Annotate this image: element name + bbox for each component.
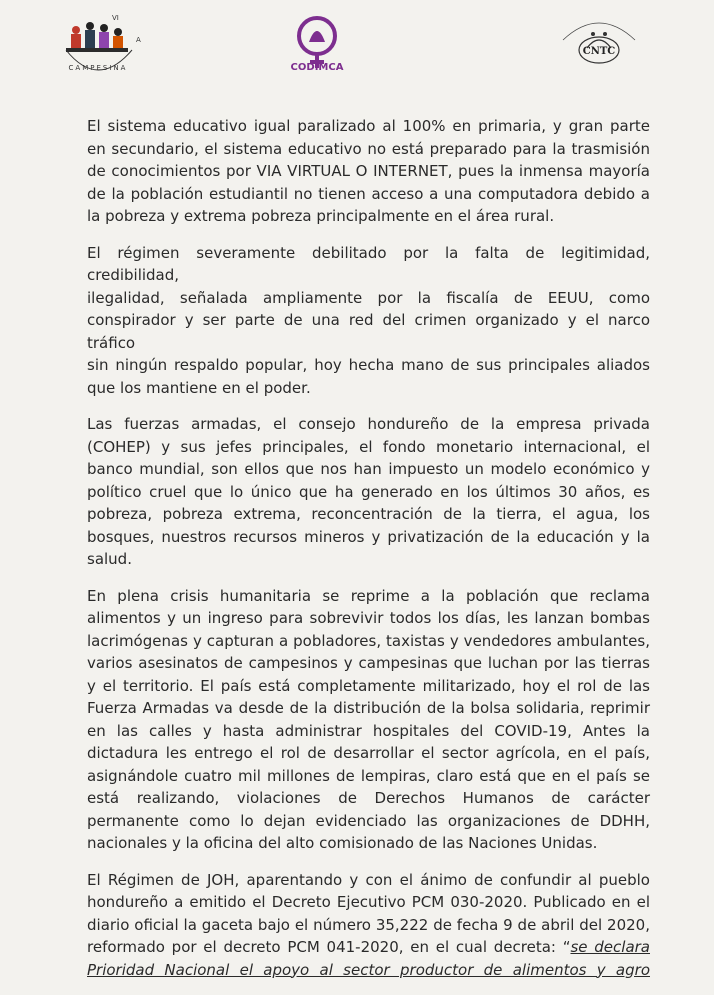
- text-line: permanente como lo dejan evidenciado las organizaciones de DDHH,: [87, 811, 650, 830]
- text-line: conspirador y ser parte de una red del crimen organizado y el narco tráfico: [87, 311, 650, 352]
- text-line: El Régimen de JOH, aparentando y con el ánimo de confundir al pueblo: [87, 870, 650, 889]
- svg-text:A: A: [136, 36, 141, 44]
- paragraph-3: [87, 413, 650, 571]
- text-line: dictadura les entrego el rol de desarrollar el sector agrícola, en el país,: [87, 744, 650, 762]
- text-line: hondureño a emitido el Decreto Ejecutivo PCM 030-2020. Publicado en el: [87, 893, 650, 911]
- text-line: alimentos y un ingreso para sobrevivir todos los días, les lanzan bombas: [87, 609, 650, 627]
- text-line: salud.: [87, 550, 132, 568]
- via-campesina-logo: [52, 12, 144, 76]
- document-body: [87, 115, 650, 995]
- text-line: En plena crisis humanitaria se reprime a la población que reclama: [87, 586, 650, 605]
- text-line: lacrimógenas y capturan a pobladores, taxistas y vendedores ambulantes,: [87, 631, 650, 650]
- svg-text:CNTC: CNTC: [582, 46, 616, 57]
- cntc-logo: [553, 10, 645, 74]
- document-header: [0, 0, 714, 90]
- text-line: diario oficial la gaceta bajo el número 35,222 de fecha 9 de abril del 2020,: [87, 915, 650, 934]
- text-line: banco mundial, son ellos que nos han impuesto un modelo económico y: [87, 460, 650, 478]
- text-line: (COHEP) y sus jefes principales, el fondo monetario internacional, el: [87, 437, 650, 456]
- text-line-with-quote: [87, 936, 650, 959]
- codimca-logo: [286, 12, 348, 74]
- text-line-underlined: Prioridad Nacional el apoyo al sector productor de alimentos y agro: [87, 960, 650, 979]
- text-line: El régimen severamente debilitado por la falta de legitimidad, credibilidad,: [87, 243, 650, 284]
- text-line: en secundario, el sistema educativo no está preparado para la trasmisión: [87, 139, 650, 158]
- text-line: pobreza, pobreza extrema, reconcentración de la tierra, el agua, los: [87, 505, 650, 523]
- svg-text:VI: VI: [112, 14, 119, 22]
- text-line: en las calles y hasta administrar hospitales del COVID-19, Antes la: [87, 721, 650, 740]
- text-line: de la población estudiantil no tienen acceso a una computadora debido a: [87, 184, 650, 203]
- text-line: asignándole cuatro mil millones de lempiras, claro está que en el país se: [87, 766, 650, 785]
- text-line: Fuerza Armadas va desde de la distribución de la bolsa solidaria, reprimir: [87, 699, 650, 717]
- text-line: la pobreza y extrema pobreza principalmente en el área rural.: [87, 207, 555, 225]
- paragraph-4: [87, 585, 650, 855]
- paragraph-2: [87, 242, 650, 400]
- paragraph-5: [87, 869, 650, 982]
- text-line: y el territorio. El país está completamente militarizado, hoy el rol de las: [87, 676, 650, 695]
- text-line: ilegalidad, señalada ampliamente por la fiscalía de EEUU, como: [87, 288, 650, 307]
- text-line: bosques, nuestros recursos mineros y privatización de la educación y la: [87, 527, 650, 546]
- text-line: sin ningún respaldo popular, hoy hecha mano de sus principales aliados: [87, 356, 650, 374]
- svg-text:CAMPESINA: CAMPESINA: [68, 64, 128, 72]
- text-line: de conocimientos por VIA VIRTUAL O INTERNET, pues la inmensa mayoría: [87, 162, 650, 180]
- svg-text:CODIMCA: CODIMCA: [290, 62, 344, 73]
- text-line: político cruel que lo único que ha generado en los últimos 30 años, es: [87, 482, 650, 501]
- text-line: varios asesinatos de campesinos y campesinas que luchan por las tierras: [87, 654, 650, 672]
- text-line: nacionales y la oficina del alto comisionado de las Naciones Unidas.: [87, 834, 598, 852]
- text-line: está realizando, violaciones de Derechos Humanos de carácter: [87, 789, 650, 807]
- text-line: El sistema educativo igual paralizado al 100% en primaria, y gran parte: [87, 117, 650, 135]
- text-line: Las fuerzas armadas, el consejo hondureño de la empresa privada: [87, 415, 650, 433]
- paragraph-1: [87, 115, 650, 228]
- quote-start: se declara: [570, 938, 650, 956]
- text-segment: reformado por el decreto PCM 041-2020, en el cual decreta: “: [87, 938, 571, 956]
- text-line: que los mantiene en el poder.: [87, 378, 311, 397]
